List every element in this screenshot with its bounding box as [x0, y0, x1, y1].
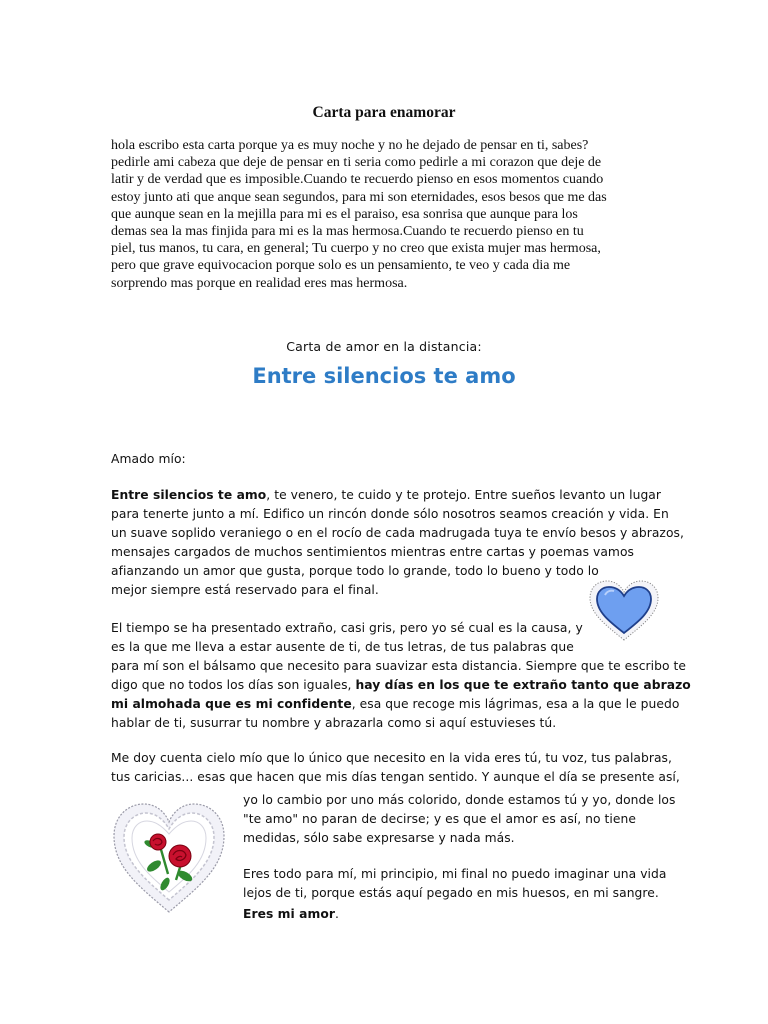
p1-line-4: afianzando un amor que gusta, porque todo lo grande, todo lo bueno y todo lo: [111, 564, 599, 578]
p1-line-0-text: , te venero, te cuido y te protejo. Entre sueños levanto un lugar: [266, 488, 661, 502]
letter1-line: que aunque sean en la mejilla para mi es el paraiso, esa sonrisa que aunque para los: [111, 206, 578, 222]
letter2-subtitle: Carta de amor en la distancia:: [286, 339, 482, 354]
letter1-body: [111, 137, 671, 292]
p2-line-5: hablar de ti, susurrar tu nombre y abrazarla como si aquí estuvieses tú.: [111, 716, 557, 730]
greeting: Amado mío:: [111, 452, 186, 466]
closing-line: [243, 907, 339, 921]
rose-heart-lace-icon: [108, 796, 230, 918]
blue-heart-lace-icon: [587, 578, 661, 644]
p4-line-0: Eres todo para mí, mi principio, mi final no puedo imaginar una vida: [243, 867, 667, 881]
p2-line-4-text: , esa que recoge mis lágrimas, esa a la que le puedo: [351, 697, 680, 711]
p1-line-1: para tenerte junto a mí. Edifico un rincón donde sólo nosotros seamos creación y vida. En: [111, 507, 669, 521]
letter1-line: demas sea la mas finjida para mi es la mas hermosa.Cuando te recuerdo pienso en tu: [111, 224, 584, 240]
p2-line-2: para mí son el bálsamo que necesito para suavizar esta distancia. Siempre que te escribo te: [111, 659, 686, 673]
letter1-line: hola escribo esta carta porque ya es muy noche y no he dejado de pensar en ti, sabes?: [111, 138, 589, 153]
p3-line-1: tus caricias... esas que hacen que mis días tengan sentido. Y aunque el día se presente así,: [111, 770, 680, 784]
p2-bold-1: hay días en los que te extraño tanto que abrazo: [355, 678, 691, 692]
p3-line-2: yo lo cambio por uno más colorido, donde estamos tú y yo, donde los: [243, 793, 676, 807]
p2-line-3: [111, 678, 691, 692]
p2-line-0: El tiempo se ha presentado extraño, casi gris, pero yo sé cual es la causa, y: [111, 621, 583, 635]
p2-line-3-text: digo que no todos los días son iguales,: [111, 678, 356, 692]
letter2-title: Entre silencios te amo: [252, 364, 516, 388]
closing-bold: Eres mi amor: [243, 907, 335, 921]
p3-line-0: Me doy cuenta cielo mío que lo único que necesito en la vida eres tú, tu voz, tus palabras,: [111, 751, 672, 765]
p3-line-4: medidas, sólo sabe expresarse y nada más.: [243, 831, 515, 845]
letter1-line: pedirle ami cabeza que deje de pensar en ti seria como pedirle a mi corazon que deje de: [111, 155, 602, 171]
p2-line-1: es la que me lleva a estar ausente de ti, de tus letras, de tus palabras que: [111, 640, 574, 654]
p1-line-0: [111, 488, 661, 502]
p2-bold-2: mi almohada que es mi confidente: [111, 697, 352, 711]
p1-line-3: mensajes cargados de muchos sentimientos mientras entre cartas y poemas vamos: [111, 545, 634, 559]
letter1-line: latir y de verdad que es imposible.Cuando te recuerdo pienso en esos momentos cuando: [111, 172, 604, 188]
letter1-line: estoy junto ati que anque sean segundos, para mi son eternidades, esos besos que me das: [111, 189, 607, 205]
letter1-line: piel, tus manos, tu cara, en general; Tu cuerpo y no creo que exista mujer mas hermosa,: [111, 241, 601, 257]
p1-line-2: un suave soplido veraniego o en el rocío de cada madrugada tuya te envío besos y abrazos,: [111, 526, 684, 540]
letter1-line: sorprendo mas porque en realidad eres mas hermosa.: [111, 275, 408, 291]
letter1-title: Carta para enamorar: [312, 104, 456, 121]
letter1-line: pero que grave equivocacion porque solo es un pensamiento, te veo y cada dia me: [111, 258, 571, 274]
p4-line-1: lejos de ti, porque estás aquí pegado en mis huesos, en mi sangre.: [243, 886, 659, 900]
p1-line-5: mejor siempre está reservado para el final.: [111, 583, 379, 597]
closing-period: .: [334, 907, 339, 921]
p1-bold: Entre silencios te amo: [111, 488, 267, 502]
p2-line-4: [111, 697, 679, 711]
p3-line-3: "te amo" no paran de decirse; y es que el amor es así, no tiene: [243, 812, 636, 826]
